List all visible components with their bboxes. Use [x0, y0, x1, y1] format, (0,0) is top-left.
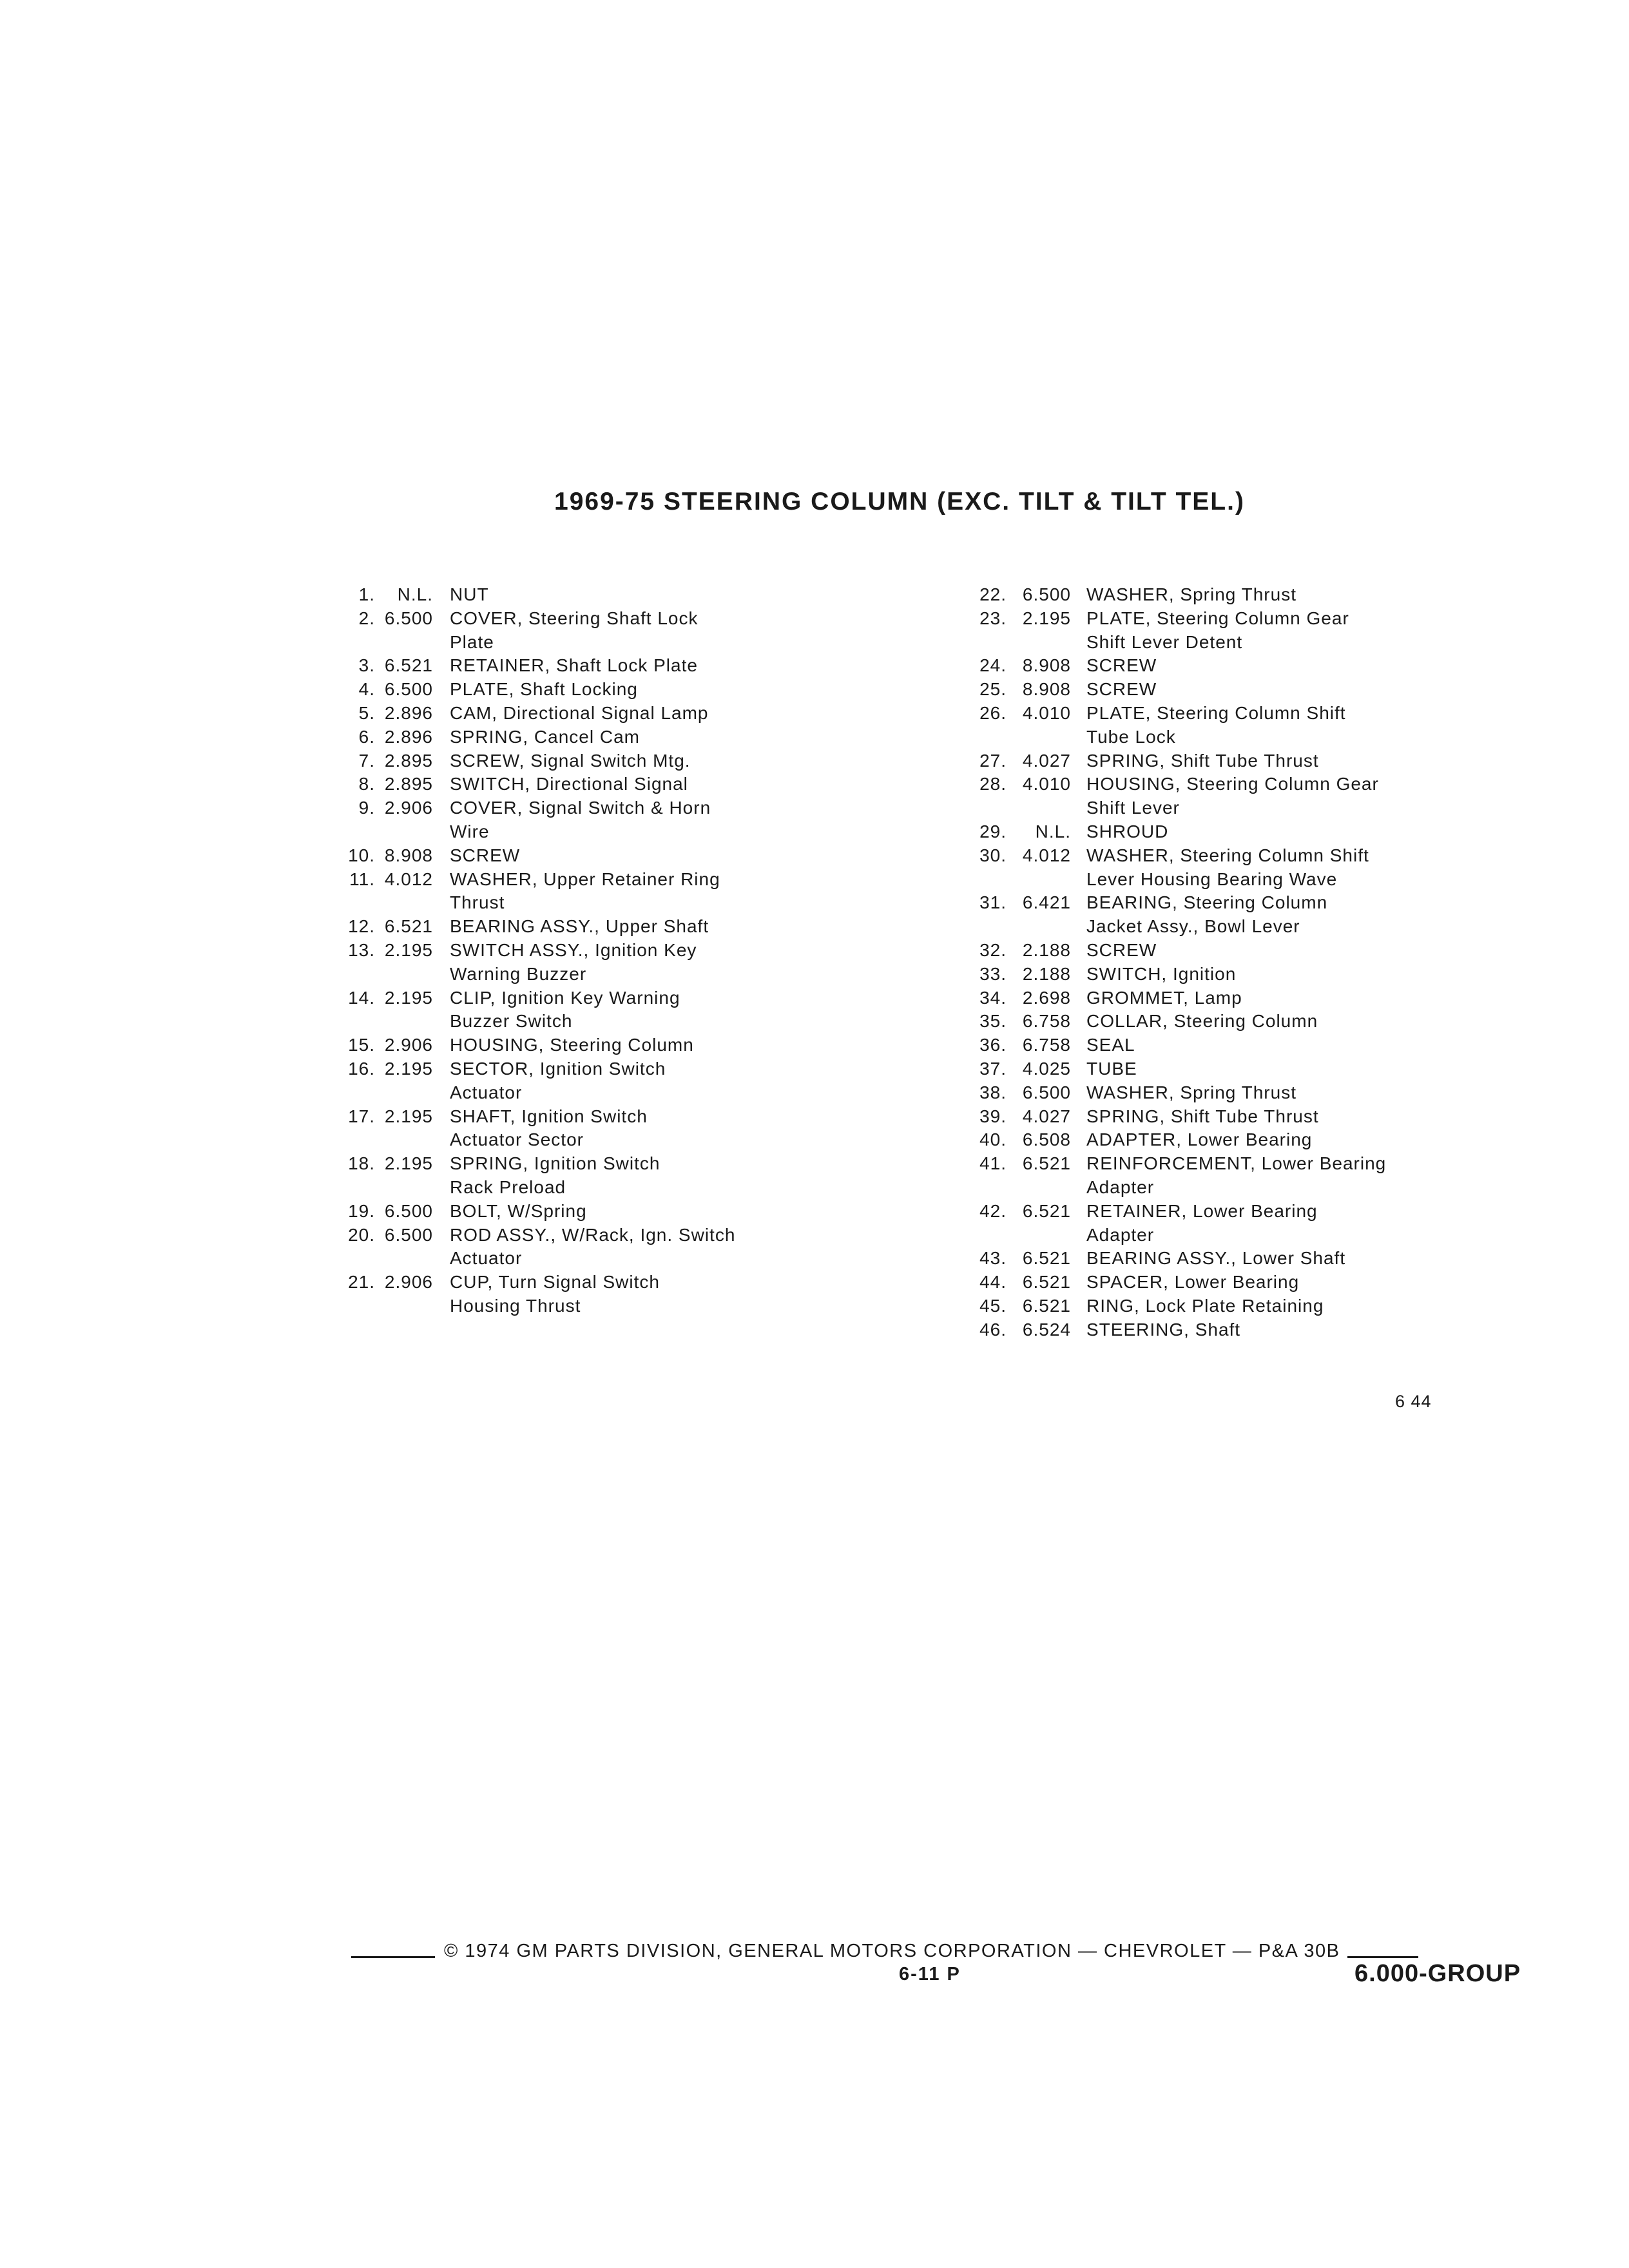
part-row — [335, 1105, 888, 1153]
part-row — [335, 986, 888, 1034]
part-description: NUT — [450, 584, 489, 604]
part-description: RETAINER, Shaft Lock Plate — [450, 655, 698, 676]
group-code: 2.195 — [1022, 608, 1071, 628]
part-number: 17. — [348, 1106, 375, 1126]
part-description: SCREW — [1086, 655, 1157, 676]
part-number: 20. — [348, 1224, 375, 1245]
group-code: 2.188 — [1022, 939, 1071, 960]
part-description: CLIP, Ignition Key Warning Buzzer Switch — [450, 987, 680, 1032]
part-number: 9. — [358, 798, 375, 818]
group-code: 2.195 — [384, 1106, 433, 1126]
group-code: 2.895 — [384, 774, 433, 794]
part-description: BEARING, Steering Column Jacket Assy., Bowl Lever — [1086, 892, 1328, 937]
group-code: 2.895 — [384, 750, 433, 771]
part-row — [335, 1033, 888, 1057]
part-description: HOUSING, Steering Column Gear Shift Lever — [1086, 774, 1379, 818]
part-number: 33. — [979, 963, 1007, 984]
part-description: TUBE — [1086, 1058, 1137, 1079]
part-description: RING, Lock Plate Retaining — [1086, 1295, 1324, 1316]
part-description: WASHER, Steering Column Shift Lever Housing Bearing Wave — [1086, 845, 1369, 889]
part-description: SPRING, Shift Tube Thrust — [1086, 750, 1319, 771]
group-code: 2.896 — [384, 702, 433, 723]
part-description: SEAL — [1086, 1035, 1135, 1055]
part-row — [335, 1152, 888, 1200]
part-row — [967, 1318, 1525, 1342]
part-description: WASHER, Upper Retainer Ring Thrust — [450, 869, 720, 913]
page-number: 6-11 P — [899, 1964, 961, 1984]
group-code: 6.521 — [1022, 1272, 1071, 1293]
part-row — [335, 1271, 888, 1318]
part-number: 8. — [358, 774, 375, 794]
part-row — [967, 963, 1525, 986]
part-number: 35. — [979, 1011, 1007, 1032]
part-number: 31. — [979, 892, 1007, 913]
group-label: 6.000-GROUP — [1354, 1960, 1521, 1987]
part-number: 37. — [979, 1058, 1007, 1079]
group-code: 4.025 — [1022, 1058, 1071, 1079]
part-row — [967, 654, 1525, 678]
part-description: SPRING, Ignition Switch Rack Preload — [450, 1153, 660, 1197]
part-number: 25. — [979, 679, 1007, 700]
part-number: 27. — [979, 750, 1007, 771]
part-row — [335, 796, 888, 844]
group-code: 6.521 — [1022, 1153, 1071, 1174]
group-code: 2.195 — [384, 1058, 433, 1079]
part-description: PLATE, Shaft Locking — [450, 679, 638, 700]
part-row — [967, 1105, 1525, 1129]
group-code: N.L. — [397, 584, 433, 604]
part-number: 38. — [979, 1082, 1007, 1102]
group-code: 4.012 — [384, 869, 433, 889]
group-code: 4.027 — [1022, 1106, 1071, 1126]
part-description: BEARING ASSY., Upper Shaft — [450, 916, 709, 937]
part-description: ADAPTER, Lower Bearing — [1086, 1129, 1313, 1150]
part-number: 2. — [358, 608, 375, 628]
part-row — [335, 844, 888, 868]
part-number: 21. — [348, 1272, 375, 1293]
part-description: SECTOR, Ignition Switch Actuator — [450, 1058, 666, 1102]
part-row — [967, 844, 1525, 892]
part-number: 24. — [979, 655, 1007, 676]
group-code: 2.906 — [384, 798, 433, 818]
part-description: PLATE, Steering Column Gear Shift Lever Detent — [1086, 608, 1349, 652]
part-row — [335, 702, 888, 726]
part-row — [967, 1057, 1525, 1081]
part-number: 6. — [358, 726, 375, 747]
part-row — [335, 1200, 888, 1224]
part-description: SWITCH, Ignition — [1086, 963, 1237, 984]
part-row — [335, 773, 888, 796]
group-code: 6.500 — [384, 679, 433, 700]
part-row — [967, 1128, 1525, 1152]
figure-reference: 6 44 — [1395, 1392, 1432, 1411]
footer-rule-right — [1347, 1956, 1418, 1958]
part-row — [967, 749, 1525, 773]
group-code: 4.010 — [1022, 702, 1071, 723]
parts-list-left — [335, 583, 888, 1318]
part-description: SPACER, Lower Bearing — [1086, 1272, 1300, 1293]
part-row — [967, 1081, 1525, 1105]
part-row — [335, 583, 888, 607]
group-code: 6.521 — [384, 916, 433, 937]
part-number: 15. — [348, 1035, 375, 1055]
part-number: 30. — [979, 845, 1007, 865]
part-number: 14. — [348, 987, 375, 1008]
part-number: 3. — [358, 655, 375, 676]
part-row — [335, 726, 888, 749]
part-row — [967, 1271, 1525, 1294]
part-row — [335, 607, 888, 655]
group-code: 6.421 — [1022, 892, 1071, 913]
part-description: SHROUD — [1086, 821, 1169, 841]
part-number: 40. — [979, 1129, 1007, 1150]
part-description: PLATE, Steering Column Shift Tube Lock — [1086, 702, 1346, 747]
part-number: 23. — [979, 608, 1007, 628]
part-number: 13. — [348, 939, 375, 960]
part-number: 1. — [358, 584, 375, 604]
group-code: 2.906 — [384, 1035, 433, 1055]
part-description: GROMMET, Lamp — [1086, 987, 1242, 1008]
part-description: BEARING ASSY., Lower Shaft — [1086, 1248, 1346, 1269]
group-code: 6.521 — [1022, 1248, 1071, 1269]
group-code: 6.521 — [1022, 1295, 1071, 1316]
part-row — [967, 939, 1525, 963]
group-code: 2.188 — [1022, 963, 1071, 984]
part-number: 44. — [979, 1272, 1007, 1293]
group-code: 8.908 — [1022, 655, 1071, 676]
group-code: 6.500 — [1022, 1082, 1071, 1102]
group-code: N.L. — [1035, 821, 1071, 841]
part-number: 29. — [979, 821, 1007, 841]
part-row — [967, 678, 1525, 702]
group-code: 8.908 — [384, 845, 433, 865]
part-row — [967, 891, 1525, 939]
part-row — [967, 1247, 1525, 1271]
group-code: 6.500 — [1022, 584, 1071, 604]
group-code: 2.896 — [384, 726, 433, 747]
part-number: 10. — [348, 845, 375, 865]
part-description: SCREW — [450, 845, 521, 865]
part-description: SWITCH, Directional Signal — [450, 774, 688, 794]
part-description: ROD ASSY., W/Rack, Ign. Switch Actuator — [450, 1224, 736, 1269]
part-row — [967, 820, 1525, 844]
part-number: 32. — [979, 939, 1007, 960]
part-description: REINFORCEMENT, Lower Bearing Adapter — [1086, 1153, 1387, 1197]
part-number: 28. — [979, 774, 1007, 794]
part-description: SCREW — [1086, 679, 1157, 700]
part-number: 12. — [348, 916, 375, 937]
group-code: 4.012 — [1022, 845, 1071, 865]
group-code: 2.698 — [1022, 987, 1071, 1008]
part-number: 7. — [358, 750, 375, 771]
part-description: CUP, Turn Signal Switch Housing Thrust — [450, 1272, 660, 1316]
part-description: SCREW — [1086, 939, 1157, 960]
group-code: 6.500 — [384, 1200, 433, 1221]
group-code: 4.010 — [1022, 774, 1071, 794]
part-row — [335, 654, 888, 678]
part-description: COVER, Signal Switch & Horn Wire — [450, 798, 711, 841]
part-description: SWITCH ASSY., Ignition Key Warning Buzzer — [450, 939, 697, 984]
part-description: SPRING, Cancel Cam — [450, 726, 640, 747]
part-row — [967, 1200, 1525, 1247]
part-description: CAM, Directional Signal Lamp — [450, 702, 709, 723]
footer-copyright: © 1974 GM PARTS DIVISION, GENERAL MOTORS CORPORATION — CHEVROLET — P&A 30B — [444, 1941, 1340, 1961]
group-code: 6.758 — [1022, 1035, 1071, 1055]
part-number: 19. — [348, 1200, 375, 1221]
part-row — [967, 1152, 1525, 1200]
part-row — [967, 1033, 1525, 1057]
group-code: 2.195 — [384, 1153, 433, 1174]
group-code: 6.508 — [1022, 1129, 1071, 1150]
part-number: 41. — [979, 1153, 1007, 1174]
part-number: 26. — [979, 702, 1007, 723]
part-row — [967, 607, 1525, 655]
part-number: 16. — [348, 1058, 375, 1079]
part-number: 18. — [348, 1153, 375, 1174]
part-row — [335, 939, 888, 986]
part-number: 42. — [979, 1200, 1007, 1221]
part-row — [335, 868, 888, 916]
part-description: SPRING, Shift Tube Thrust — [1086, 1106, 1319, 1126]
part-row — [335, 678, 888, 702]
group-code: 6.500 — [384, 1224, 433, 1245]
part-number: 5. — [358, 702, 375, 723]
group-code: 6.521 — [1022, 1200, 1071, 1221]
group-code: 4.027 — [1022, 750, 1071, 771]
part-number: 36. — [979, 1035, 1007, 1055]
group-code: 6.758 — [1022, 1011, 1071, 1032]
part-description: HOUSING, Steering Column — [450, 1035, 694, 1055]
part-description: RETAINER, Lower Bearing Adapter — [1086, 1200, 1318, 1245]
part-row — [335, 1224, 888, 1271]
group-code: 6.500 — [384, 608, 433, 628]
group-code: 6.524 — [1022, 1319, 1071, 1340]
group-code: 8.908 — [1022, 679, 1071, 700]
part-description: STEERING, Shaft — [1086, 1319, 1241, 1340]
group-code: 2.195 — [384, 939, 433, 960]
part-number: 46. — [979, 1319, 1007, 1340]
part-row — [335, 915, 888, 939]
footer-copyright-line — [351, 1941, 1629, 1962]
part-description: WASHER, Spring Thrust — [1086, 1082, 1296, 1102]
part-row — [967, 1010, 1525, 1033]
part-number: 43. — [979, 1248, 1007, 1269]
part-number: 34. — [979, 987, 1007, 1008]
part-row — [967, 1294, 1525, 1318]
group-code: 2.195 — [384, 987, 433, 1008]
part-description: BOLT, W/Spring — [450, 1200, 587, 1221]
part-number: 22. — [979, 584, 1007, 604]
part-description: SCREW, Signal Switch Mtg. — [450, 750, 691, 771]
parts-list-right — [967, 583, 1525, 1342]
group-code: 2.906 — [384, 1272, 433, 1293]
footer-rule-left — [351, 1956, 435, 1958]
part-number: 45. — [979, 1295, 1007, 1316]
part-row — [335, 1057, 888, 1105]
part-description: SHAFT, Ignition Switch Actuator Sector — [450, 1106, 648, 1150]
part-row — [967, 583, 1525, 607]
document-title: 1969-75 STEERING COLUMN (EXC. TILT & TILT TEL.) — [554, 488, 1245, 515]
part-number: 11. — [349, 869, 375, 889]
part-description: COLLAR, Steering Column — [1086, 1011, 1318, 1032]
part-number: 4. — [358, 679, 375, 700]
part-row — [967, 702, 1525, 749]
part-row — [967, 986, 1525, 1010]
part-description: WASHER, Spring Thrust — [1086, 584, 1296, 604]
part-number: 39. — [979, 1106, 1007, 1126]
part-row — [967, 773, 1525, 820]
group-code: 6.521 — [384, 655, 433, 676]
part-description: COVER, Steering Shaft Lock Plate — [450, 608, 699, 652]
part-row — [335, 749, 888, 773]
